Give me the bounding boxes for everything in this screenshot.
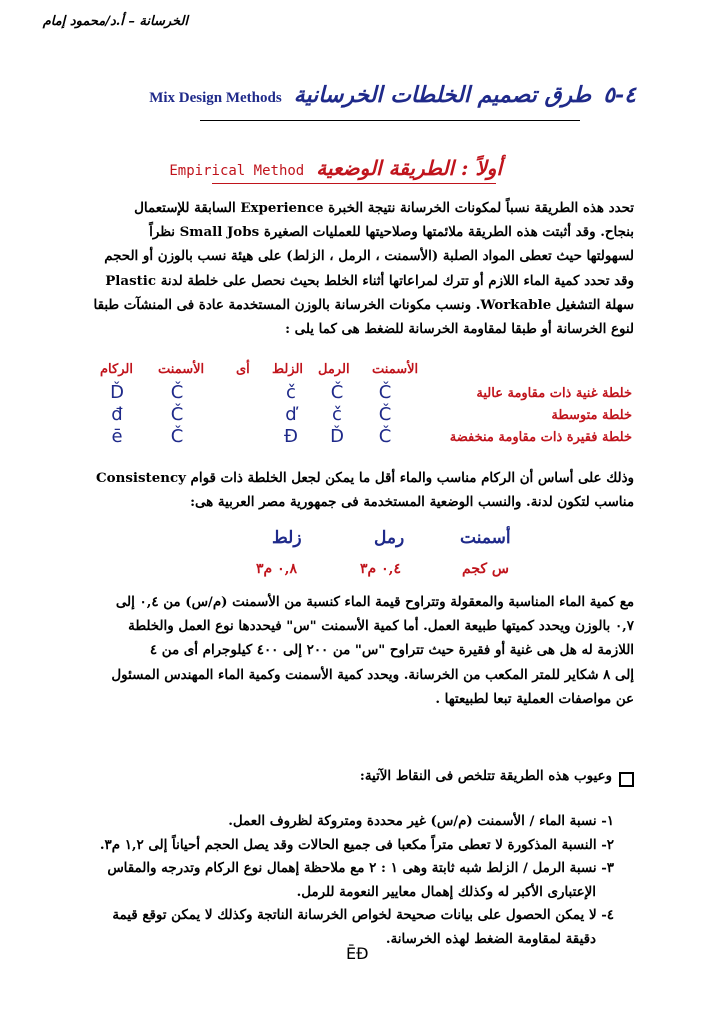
paragraph-line: بنجاح. وقد أثبتت هذه الطريقة ملائمتها وصلاحيتها للعمليات الصغيرة Small Jobs نظراً [149, 224, 634, 241]
paragraph-line: لنوع الخرسانة أو طبقا لمقاومة الخرسانة للضغط هى كما يلى : [285, 321, 634, 338]
paragraph-line: وذلك على أساس أن الركام مناسب والماء أقل ما يمكن لجعل الخلطة ذات قوام Consistency [96, 470, 634, 486]
paragraph-intro [88, 196, 634, 341]
section-title-ar: طرق تصميم الخلطات الخرسانية [293, 82, 592, 108]
mix-cell: ē [111, 426, 123, 447]
page-number: ĒĐ [346, 944, 369, 963]
ratio-value-cement: س كجم [462, 561, 509, 577]
mix-cell: Č [378, 382, 392, 403]
paragraph-consistency [88, 466, 634, 514]
mix-row-label-medium: خلطة متوسطة [551, 408, 632, 423]
subsection-title-ar: أولاً : الطريقة الوضعية [316, 156, 502, 180]
ratio-name-gravel: زلط [272, 528, 302, 548]
paragraph-line: تحدد هذه الطريقة نسباً لمكونات الخرسانة نتيجة الخبرة Experience السابقة للإستعمال [134, 200, 634, 216]
mix-row-label-lean: خلطة فقيرة ذات مقاومة منخفضة [449, 430, 632, 445]
list-item: الإعتبارى الأكبر له وكذلك إهمال معايير النعومة للرمل. [296, 883, 596, 900]
ratio-value-sand: ٠,٤ م٣ [360, 561, 401, 577]
mix-header-sand: الرمل [318, 362, 350, 377]
paragraph-line: وقد تحدد كمية الماء اللازم أو تترك لمراعاتها أثناء الخلط بحيث نحصل على خلطة لدنة Plastic [105, 272, 634, 289]
paragraph-line: مناسب لتكون لدنة. والنسب الوضعية المستخدمة فى جمهورية مصر العربية هى: [190, 494, 634, 511]
paragraph-line: مع كمية الماء المناسبة والمعقولة وتتراوح قيمة الماء كنسبة من الأسمنت (م/س) من ٠,٤ إلى [115, 594, 634, 610]
mix-cell: č [332, 404, 342, 425]
mix-row-label-rich: خلطة غنية ذات مقاومة عالية [476, 386, 632, 401]
mix-header-cement: الأسمنت [372, 362, 419, 377]
paragraph-line: ٠,٧ بالوزن ويحدد كميتها طبيعة العمل. أما كمية الأسمنت "س" فيحددها نوع العمل والخلطة [128, 618, 634, 635]
defects-list [76, 810, 636, 951]
paragraph-line: اللازمة له هل هى غنية أو فقيرة حيث تتراوح "س" من ٢٠٠ إلى ٤٠٠ كيلوجرام أى من ٤ [149, 642, 634, 659]
paragraph-line: إلى ٨ شكاير للمتر المكعب من الخرسانة. ويحدد كمية الأسمنت وكمية الماء المهندس المسئول [111, 666, 634, 683]
section-title [149, 82, 636, 108]
title-underline [200, 120, 580, 121]
mix-header-aggregate: الركام [100, 362, 133, 377]
section-title-en: Mix Design Methods [149, 90, 282, 106]
list-item: ١- نسبة الماء / الأسمنت (م/س) غير محددة ومتروكة لظروف العمل. [228, 813, 614, 829]
subsection-title-en: Empirical Method [169, 163, 305, 179]
checkbox-bullet-icon [619, 772, 634, 787]
paragraph-line: لسهولتها حيث تعطى المواد الصلبة (الأسمنت ، الرمل ، الزلط) على هيئة نسب بالوزن أو الحجم [104, 248, 634, 265]
running-header: الخرسانة – أ.د/محمود إمام [42, 14, 188, 29]
list-item: دقيقة لمقاومة الضغط لهذه الخرسانة. [385, 930, 596, 947]
mix-header-or: أى [236, 362, 250, 377]
mix-cell: ď [285, 404, 297, 425]
list-item: ٤- لا يمكن الحصول على بيانات صحيحة لخواص الخرسانة الناتجة وكذلك لا يمكن توقع قيمة [112, 907, 614, 923]
mix-cell: Č [378, 404, 392, 425]
mix-cell: Č [170, 382, 184, 403]
mix-cell: č [286, 382, 296, 403]
list-item: ٢- النسبة المذكورة لا تعطى متراً مكعبا فى جميع الحالات وقد يصل الحجم أحياناً إلى ١,٢ م٣. [99, 836, 614, 853]
mix-header-gravel: الزلط [272, 362, 304, 377]
paragraph-line: عن مواصفات العملية تبعا لطبيعتها . [435, 690, 634, 707]
subsection-title [169, 156, 502, 180]
paragraph-line: سهلة التشغيل Workable. ونسب مكونات الخرسانة بالوزن المستخدمة عادة فى المنشآت طبقا [93, 296, 634, 313]
mix-cell: Đ [284, 426, 298, 447]
defects-intro: وعيوب هذه الطريقة تتلخص فى النقاط الآتية: [359, 768, 612, 784]
subsection-underline [212, 183, 496, 184]
list-item: ٣- نسبة الرمل / الزلط شبه ثابتة وهى ١ : ٢ مع ملاحظة إهمال نوع الركام وتدرجه والمقاس [107, 860, 614, 876]
mix-cell: Č [330, 382, 344, 403]
ratio-value-gravel: ٠,٨ م٣ [256, 561, 297, 577]
ratio-name-cement: أسمنت [460, 528, 511, 548]
section-number: ٤-٥ [603, 82, 636, 108]
mix-cell: Ď [110, 382, 124, 403]
mix-cell: đ [111, 404, 123, 425]
mix-header-cement-2: الأسمنت [158, 362, 205, 377]
mix-cell: Č [170, 426, 184, 447]
ratio-name-sand: رمل [374, 528, 405, 548]
mix-cell: Č [378, 426, 392, 447]
paragraph-water [88, 590, 634, 711]
mix-cell: Ď [330, 426, 344, 447]
mix-cell: Č [170, 404, 184, 425]
